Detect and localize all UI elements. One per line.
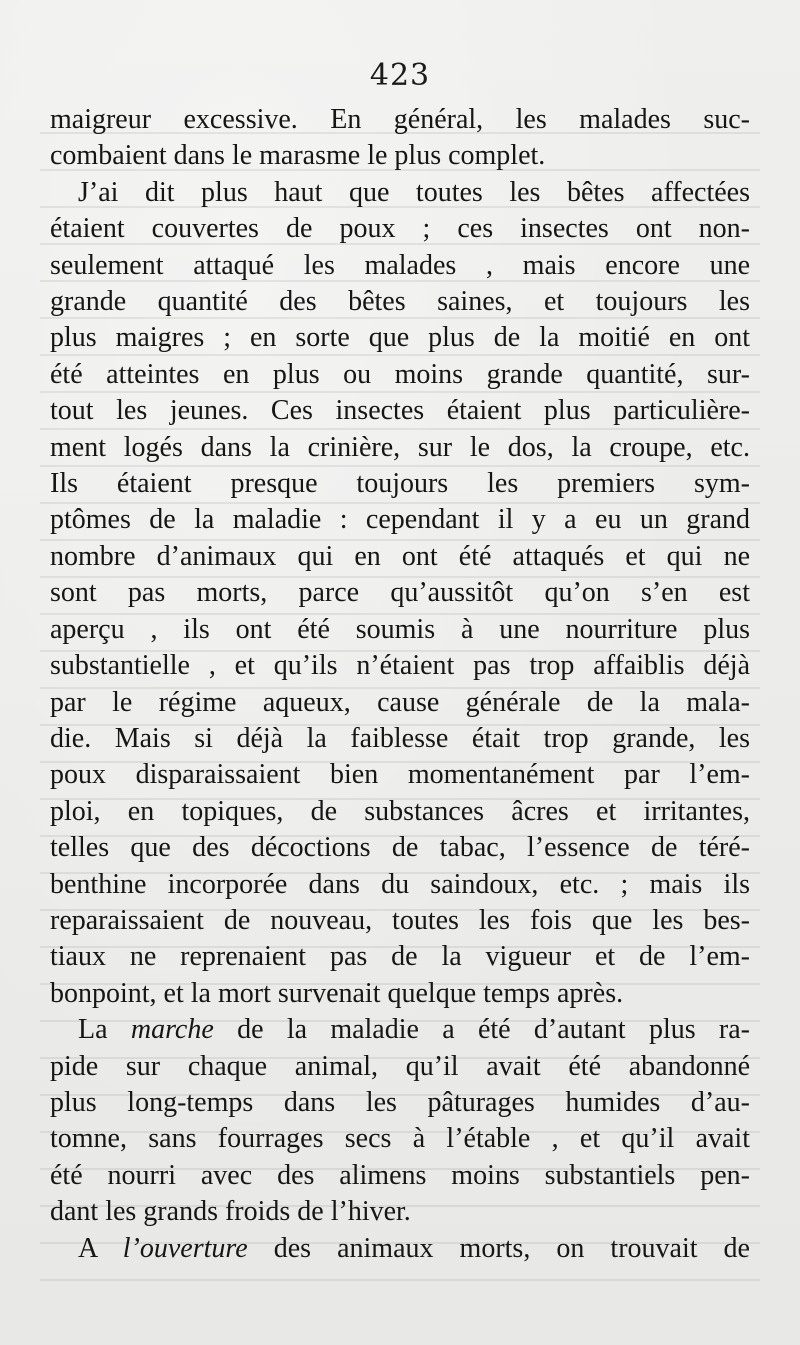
text-line: poux disparaissaient bien momentanément par l’em- <box>50 759 750 791</box>
body-text <box>50 102 750 1267</box>
text-line: substantielle , et qu’ils n’étaient pas trop affaiblis déjà <box>50 650 750 682</box>
text-line: bonpoint, et la mort survenait quelque temps après. <box>50 977 624 1009</box>
text-line: été nourri avec des alimens moins substantiels pen- <box>50 1159 750 1191</box>
text-line: ptômes de la maladie : cependant il y a eu un grand <box>50 504 750 536</box>
text-run: A <box>78 1232 123 1264</box>
text-line: ment logés dans la crinière, sur le dos, la croupe, etc. <box>50 431 750 463</box>
text-line: tiaux ne reprenaient pas de la vigueur et de l’em- <box>50 941 750 973</box>
text-line: été atteintes en plus ou moins grande quantité, sur- <box>50 358 750 390</box>
text-line: plus maigres ; en sorte que plus de la moitié en ont <box>50 322 750 354</box>
text-line: sont pas morts, parce qu’aussitôt qu’on s’en est <box>50 577 750 609</box>
text-line: combaient dans le marasme le plus complet. <box>50 140 546 172</box>
text-run: de la maladie a été d’autant plus ra- <box>213 1014 751 1046</box>
text-line: tout les jeunes. Ces insectes étaient plus particulière- <box>50 395 750 427</box>
text-line: ploi, en topiques, de substances âcres et irritantes, <box>50 795 750 827</box>
text-line: par le régime aqueux, cause générale de la mala- <box>50 686 750 718</box>
text-run: La <box>78 1014 131 1046</box>
text-line: maigreur excessive. En général, les malades suc- <box>50 104 750 135</box>
text-line: étaient couvertes de poux ; ces insectes ont non- <box>50 213 750 245</box>
text-line: benthine incorporée dans du saindoux, etc. ; mais ils <box>50 868 750 900</box>
text-line: aperçu , ils ont été soumis à une nourriture plus <box>50 613 750 645</box>
text-line: grande quantité des bêtes saines, et toujours les <box>50 286 750 318</box>
text-line: dant les grands froids de l’hiver. <box>50 1196 411 1228</box>
text-line: reparaissaient de nouveau, toutes les fois que les bes- <box>50 904 750 936</box>
text-line <box>50 1012 750 1048</box>
italic-term: l’ouverture <box>122 1232 248 1264</box>
page-number: 423 <box>369 58 431 93</box>
text-run: des animaux morts, on trouvait de <box>247 1232 750 1264</box>
text-line: die. Mais si déjà la faiblesse était trop grande, les <box>50 722 750 754</box>
text-line: plus long-temps dans les pâturages humides d’au- <box>50 1086 750 1118</box>
text-line: telles que des décoctions de tabac, l’essence de téré- <box>50 832 750 864</box>
text-line: tomne, sans fourrages secs à l’étable , et qu’il avait <box>50 1123 750 1155</box>
text-line: seulement attaqué les malades , mais encore une <box>50 249 750 281</box>
text-line <box>50 1231 750 1267</box>
text-line: J’ai dit plus haut que toutes les bêtes affectées <box>78 176 750 208</box>
text-line: Ils étaient presque toujours les premiers sym- <box>50 468 750 500</box>
text-line: pide sur chaque animal, qu’il avait été abandonné <box>50 1050 750 1082</box>
italic-term: marche <box>130 1014 214 1046</box>
text-line: nombre d’animaux qui en ont été attaqués et qui ne <box>50 540 750 572</box>
